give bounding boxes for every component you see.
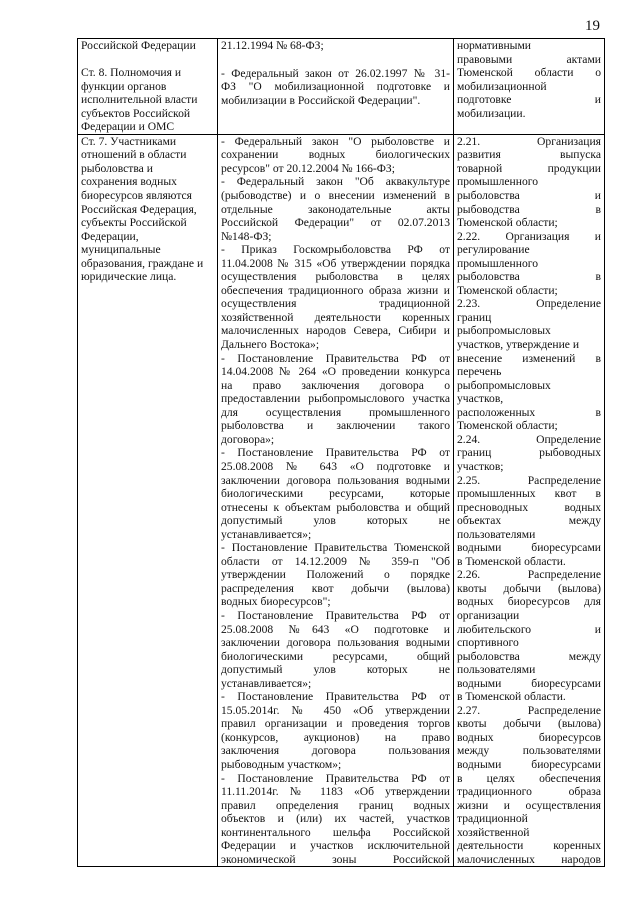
text-line: промышленного [457,175,539,189]
text-line: мобилизационной [457,79,547,93]
text-line: отнесены к объектам рыболовства и общий [221,500,450,514]
text-line: 15.05.2014г. № 450 «Об утверждении [221,703,450,717]
text-line: для осуществления промышленного [221,405,450,419]
text-line: квоты добычи (вылова) [457,717,601,731]
text-line: - Постановление Правительства РФ от [221,690,450,704]
text-line: правил организации и проведения торгов [221,717,450,731]
text-line: развития выпуска [457,148,601,162]
text-line: распределения квот добычи (вылова) [221,581,450,595]
text-line: - Постановление Правительства РФ от [221,351,450,365]
row1-col3-cell [454,39,605,135]
text-line: - Федеральный закон от 26.02.1997 № 31- [221,66,450,80]
table-row [78,39,605,135]
text-line: допустимый улов которых не [221,514,450,528]
text-line: отдельные законодательные акты [221,202,450,216]
text-line: рыболовства и заключении такого [221,419,450,433]
text-line: 11.04.2008 № 315 «Об утверждении порядка [221,256,450,270]
text-line: на право заключения договора о [221,378,450,392]
text-line: рыболовства между [457,649,601,663]
text-line: водными биоресурсами [457,541,601,555]
text-line: 14.04.2008 № 264 «О проведении конкурса [221,365,450,379]
text-line: заключении договора пользования водными [221,636,450,650]
text-line: обеспечения традиционного образа жизни и [221,283,450,297]
text-line: (рыбоводстве) и о внесении изменений в [221,189,450,203]
text-line: (конкурсов, аукционов) на право [221,730,450,744]
text-line: 2.24. Определение [457,432,601,446]
text-line: Федерации и ОМС [81,120,175,134]
text-line: Ст. 7. Участниками [81,134,177,148]
text-line: хозяйственной деятельности коренных [221,310,450,324]
text-line: деятельности коренных [457,839,601,853]
text-line: рыболовства и [457,189,601,203]
row1-col3-text [457,39,601,120]
text-line: рыболовства в [457,270,601,284]
text-line: внесение изменений в [457,351,601,365]
text-line: водными биоресурсами [457,676,601,690]
text-line: исполнительной власти [81,93,198,107]
text-line: Тюменской области; [457,216,558,230]
text-line: субъекты Российской [81,216,187,230]
text-line: мобилизации в Российской Федерации". [221,93,421,107]
text-line: в Тюменской области. [457,690,566,704]
row1-col2-cell [218,39,454,135]
text-line: рыбопромысловых [457,378,551,392]
text-line: субъектов Российской [81,106,191,120]
text-line: - Федеральный закон "Об аквакультуре [221,175,450,189]
text-line: 25.08.2008 № 643 «О подготовке и [221,459,450,473]
text-line: водных биоресурсов для [457,595,601,609]
text-line: отношений в области [81,148,187,162]
text-line: рыбоводства в [457,202,601,216]
row1-col1-text [81,39,214,134]
text-line: любительского и [457,622,601,636]
text-line: традиционной [457,812,528,826]
row1-col1-cell [78,39,218,135]
text-line: участков, утверждение и [457,338,580,352]
text-line: 2.23. Определение [457,297,601,311]
text-line: пользователями [457,663,536,677]
text-line: Российской Федерации [81,39,196,52]
text-line: образования, граждане и [81,256,204,270]
text-line: жизни и осуществления [457,798,601,812]
text-line: объектах между [457,514,601,528]
text-line: Российская Федерация, [81,202,197,216]
text-line: нормативными [457,39,532,52]
text-line: юридические лица. [81,270,177,284]
text-line: Ст. 8. Полномочия и [81,66,182,80]
text-line: сохранения водных [81,175,177,189]
text-line: осуществления рыболовства в целях [221,270,450,284]
text-line: 2.26. Распределение [457,568,601,582]
text-line: подготовке и [457,93,601,107]
text-line: спортивного [457,636,519,650]
text-line: расположенных в [457,405,601,419]
text-line: организации [457,608,520,622]
text-line: договора»; [221,432,275,446]
text-line [81,53,214,67]
text-line: - Постановление Правительства РФ от [221,608,450,622]
row2-col1-cell [78,134,218,867]
text-line: - Постановление Правительства РФ от [221,771,450,785]
row2-col1-text [81,135,214,284]
text-line: 2.27. Распределение [457,703,601,717]
text-line: биоресурсов являются [81,189,193,203]
text-line: мобилизации. [457,106,526,120]
text-line: правил определения границ водных [221,798,450,812]
text-line: квоты добычи (вылова) [457,581,601,595]
text-line: сохранении водных биологических [221,148,450,162]
text-line: в целях обеспечения [457,771,601,785]
text-line: рыболовства и [81,161,153,175]
text-line: Тюменской области о [457,66,601,80]
text-line: устанавливается»; [221,676,312,690]
text-line: участков, [457,392,504,406]
text-line: биологическими ресурсами, общий [221,649,450,663]
row1-col2-first-line: 21.12.1994 № 68-ФЗ; [221,39,324,52]
text-line: пользователями [457,527,536,541]
text-line: Тюменской области; [457,419,558,433]
text-line: водными биоресурсами [457,757,601,771]
text-line: регулирование [457,243,530,257]
text-line: континентального шельфа Российской [221,825,450,839]
text-line: Тюменской области; [457,283,558,297]
text-line: между пользователями [457,744,601,758]
text-line: осуществления традиционной [221,297,450,311]
text-line: хозяйственной [457,825,530,839]
text-line: 11.11.2014г. № 1183 «Об утверждении [221,785,450,799]
text-line: 2.21. Организация [457,134,601,148]
text-line: Федерации, [81,229,139,243]
text-line: объектов и (или) их частей, участков [221,812,450,826]
text-line: малочисленных народов Севера, Сибири и [221,324,450,338]
text-line: - Приказ Госкомрыболовства РФ от [221,243,450,257]
text-line: 2.25. Распределение [457,473,601,487]
document-table [77,38,605,867]
text-line: заключении договора пользования водными [221,473,450,487]
text-line: заключения договора пользования [221,744,450,758]
text-line: биологическими ресурсами, которые [221,487,450,501]
text-line: устанавливается»; [221,527,312,541]
text-line: в Тюменской области. [457,554,566,568]
text-line: правовыми актами [457,52,601,66]
text-line: - Постановление Правительства РФ от [221,446,450,460]
text-line: допустимый улов которых не [221,663,450,677]
row1-col2-text [221,67,450,108]
text-line: области от 14.12.2009 № 359-п "Об [221,554,450,568]
text-line: муниципальные [81,243,161,257]
text-line: Федерации и участков исключительной [221,839,450,853]
text-line: промышленных квот в [457,487,601,501]
text-line: перечень [457,365,502,379]
text-line: границ рыбоводных [457,446,601,460]
text-line: экономической зоны Российской [221,852,450,866]
text-line: Дальнего Востока»; [221,338,320,352]
text-line: Российской Федерации" от 02.07.2013 [221,216,450,230]
text-line: товарной продукции [457,161,601,175]
text-line: 2.22. Организация и [457,229,601,243]
text-line: участков; [457,459,504,473]
row2-col3-text [457,135,601,867]
row2-col2-cell [218,134,454,867]
text-line: границ [457,310,492,324]
text-line: рыбоводным участком»; [221,757,342,771]
text-line: пресноводных водных [457,500,601,514]
text-line: предоставлении рыбопромыслового участка [221,392,450,406]
row2-col2-text [221,135,450,867]
text-line: промышленного [457,256,539,270]
text-line: - Федеральный закон "О рыболовстве и [221,134,450,148]
text-line: ФЗ "О мобилизационной подготовке и [221,80,450,94]
text-line: 25.08.2008 №643 «О подготовке и [221,622,450,636]
text-line: рыбопромысловых [457,324,551,338]
table-row [78,134,605,867]
text-line: функции органов [81,79,167,93]
text-line: - Постановление Правительства Тюменской [221,541,450,555]
text-line: утверждении Положений о порядке [221,568,450,582]
row2-col3-cell [454,134,605,867]
text-line: водных биоресурсов [457,730,601,744]
text-line: малочисленных народов [457,852,601,866]
text-line: №148-ФЗ; [221,229,272,243]
text-line: ресурсов" от 20.12.2004 № 166-ФЗ; [221,161,395,175]
text-line: водных биоресурсов"; [221,595,331,609]
page-number: 19 [585,18,600,34]
text-line: традиционного образа [457,785,601,799]
